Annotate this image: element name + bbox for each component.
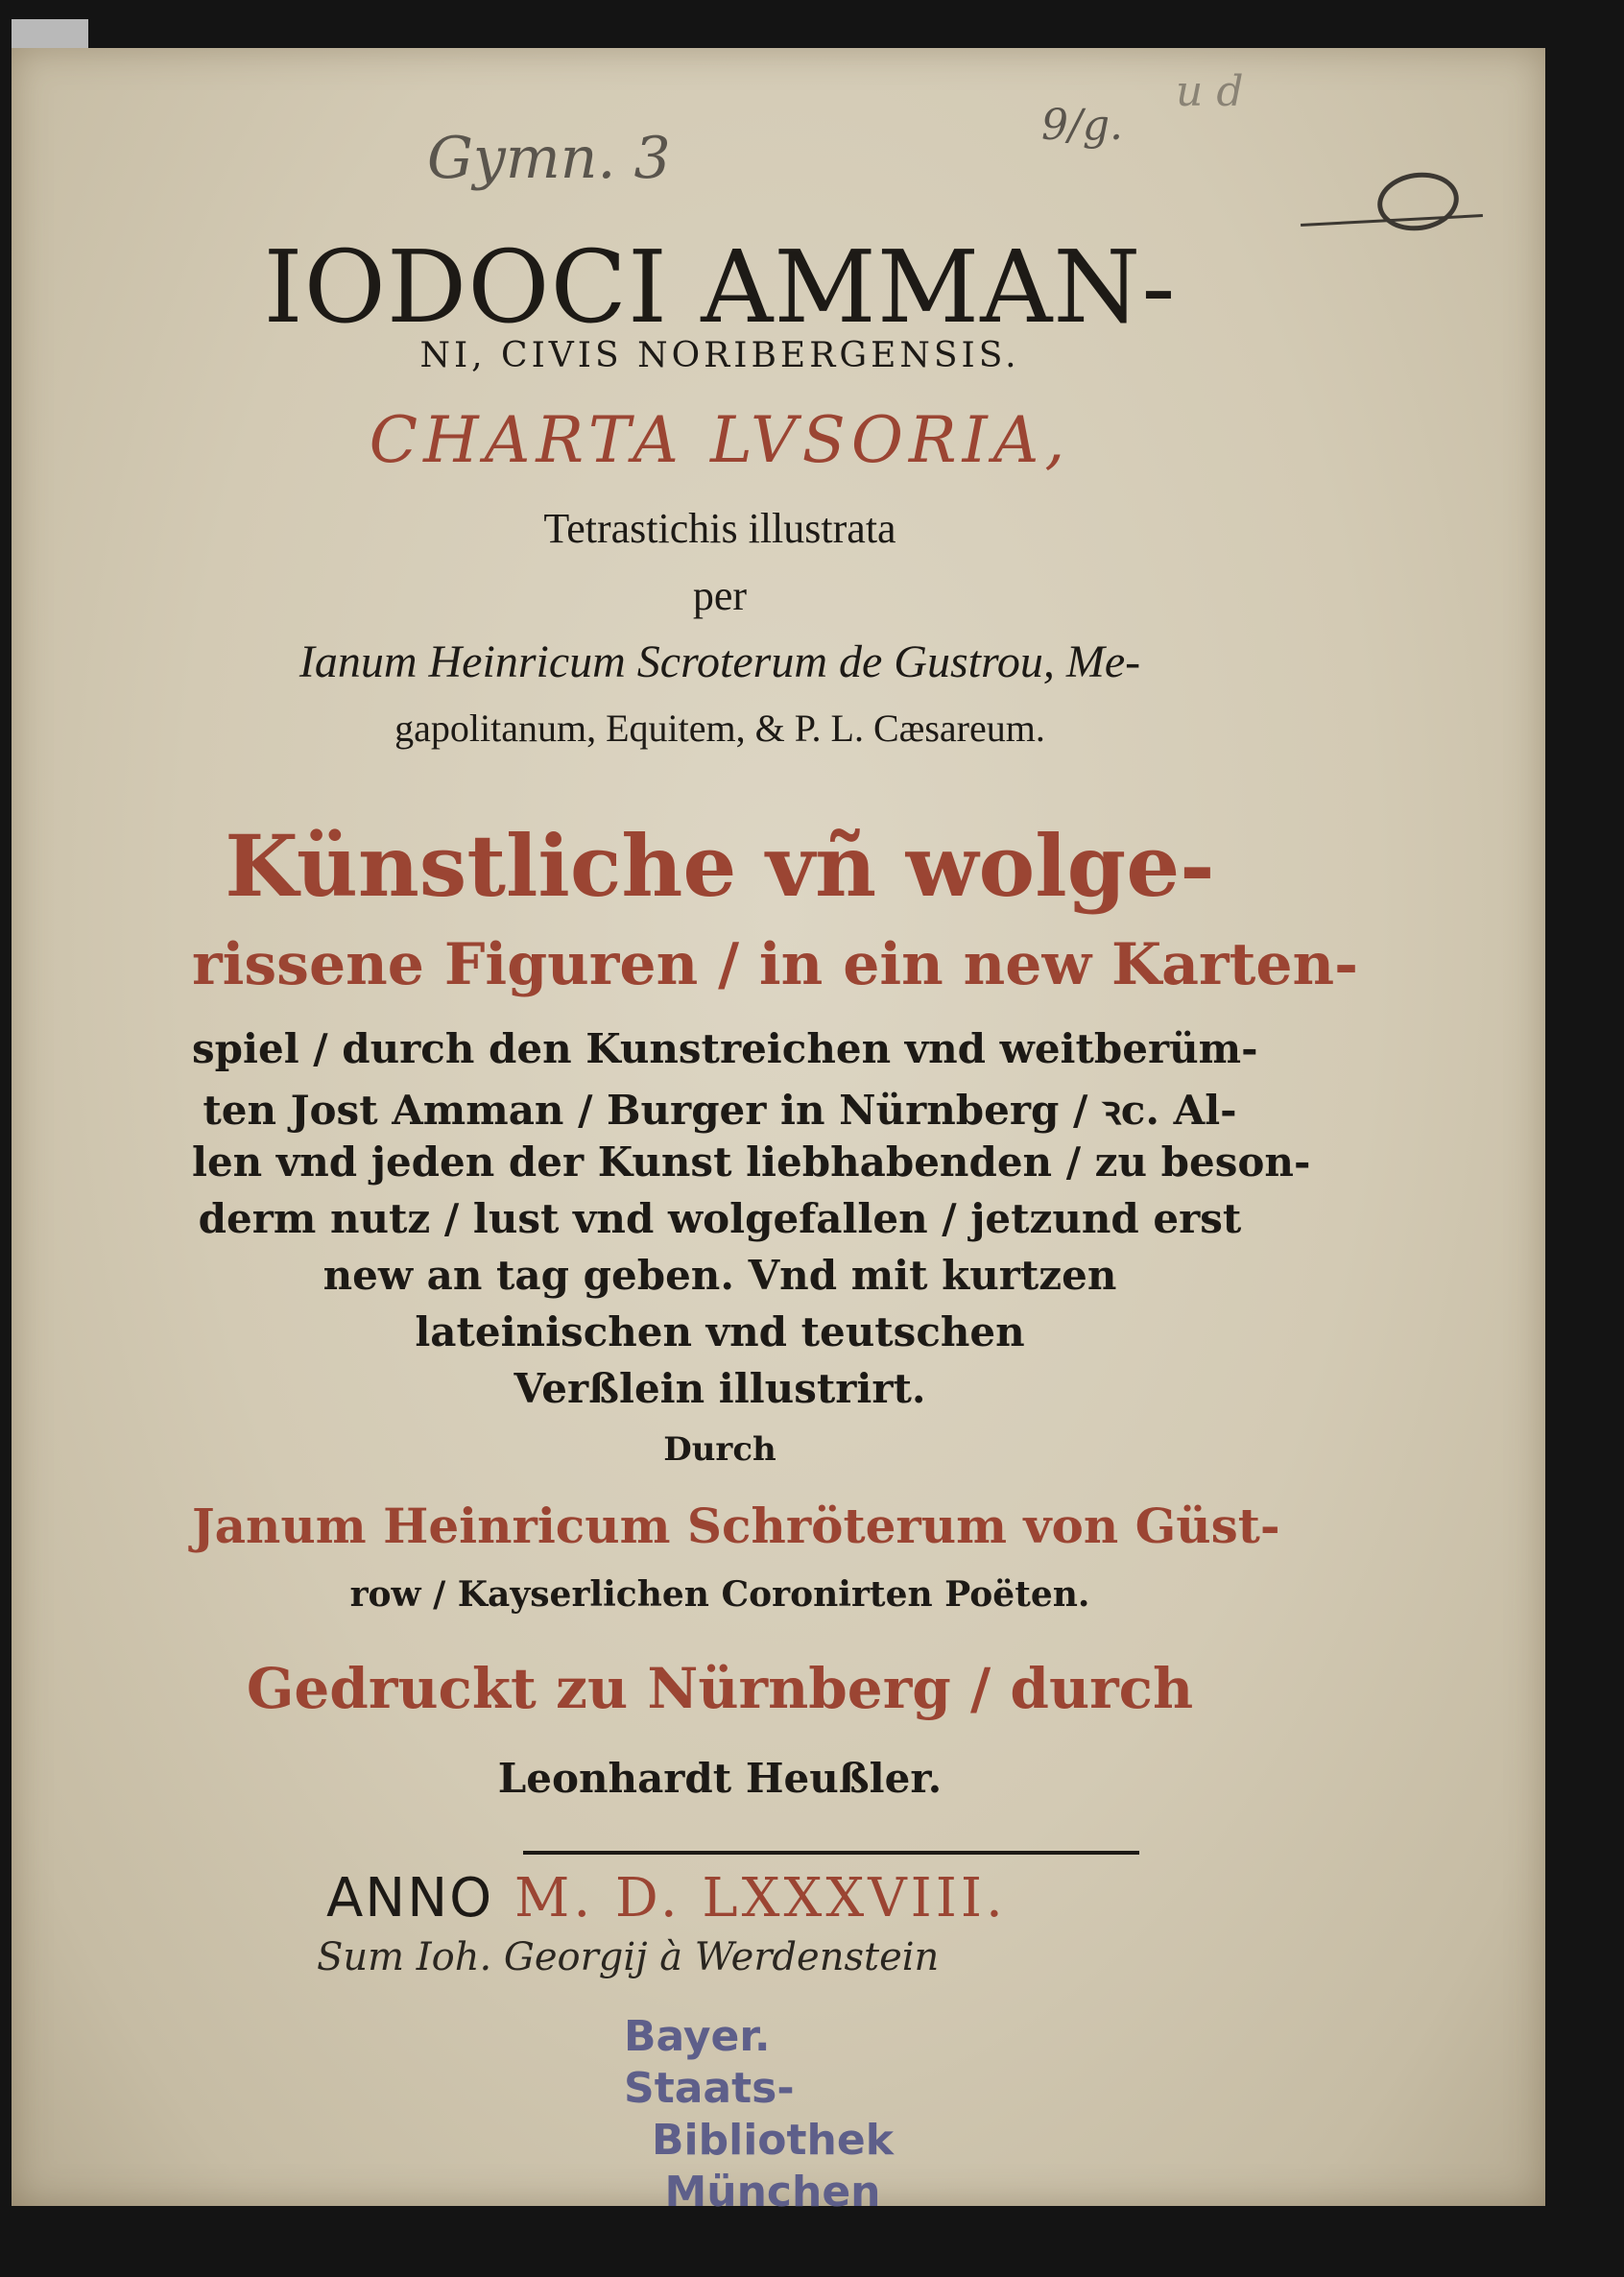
- handwritten-shelfmark: Gymn. 3: [427, 125, 671, 192]
- german-author-line: row / Kayserlichen Coronirten Poëten.: [349, 1574, 1090, 1615]
- latin-title: CHARTA LVSORIA,: [369, 403, 1071, 477]
- latin-author-line: Ianum Heinricum Scroterum de Gustrou, Me-: [299, 636, 1141, 687]
- stamp-line: Bayer. Staats-: [624, 2012, 795, 2113]
- imprint-printer-line: Leonhardt Heußler.: [497, 1755, 943, 1802]
- german-author-line: Janum Heinricum Schröterum von Güst-: [192, 1498, 1280, 1554]
- anno-label: ANNO: [326, 1867, 494, 1929]
- german-body-line: Verßlein illustrirt.: [513, 1365, 926, 1412]
- author-name-heading: IODOCI AMMAN-: [263, 228, 1177, 346]
- latin-per: per: [692, 572, 748, 619]
- german-body-line: derm nutz / lust vnd wolgefallen / jetzund erst: [198, 1195, 1242, 1242]
- latin-subtitle: Tetrastichis illustrata: [543, 505, 896, 552]
- imprint-year: [326, 1867, 1007, 1929]
- faint-handwritten-note: u d: [1176, 67, 1244, 116]
- german-title-line: Künstliche vñ wolge-: [225, 816, 1215, 916]
- imprint-place-line: Gedruckt zu Nürnberg / durch: [246, 1656, 1194, 1721]
- handwritten-note: 9/g.: [1041, 101, 1123, 150]
- german-title-line: rissene Figuren / in ein new Karten-: [192, 931, 1359, 998]
- ownership-inscription: Sum Ioh. Georgij à Werdenstein: [317, 1935, 940, 1979]
- year-roman-numeral: M. D. LXXXVIII.: [513, 1867, 1007, 1929]
- german-body-line: lateinischen vnd teutschen: [415, 1308, 1025, 1355]
- german-body-line: new an tag geben. Vnd mit kurtzen: [322, 1252, 1117, 1299]
- german-durch: Durch: [663, 1430, 776, 1469]
- stamp-line: München: [664, 2168, 881, 2217]
- german-body-line: spiel / durch den Kunstreichen vnd weitberüm-: [192, 1025, 1258, 1072]
- latin-author-line: gapolitanum, Equitem, & P. L. Cæsareum.: [394, 707, 1045, 750]
- german-body-line: len vnd jeden der Kunst liebhabenden / zu beson-: [192, 1138, 1311, 1186]
- library-stamp: [614, 2011, 931, 2218]
- stamp-line: Bibliothek: [652, 2116, 894, 2165]
- german-body-line: ten Jost Amman / Burger in Nürnberg / ꝛc. Al-: [203, 1087, 1237, 1134]
- horizontal-rule: [523, 1851, 1139, 1855]
- author-name-subheading: NI, CIVIS NORIBERGENSIS.: [419, 336, 1020, 375]
